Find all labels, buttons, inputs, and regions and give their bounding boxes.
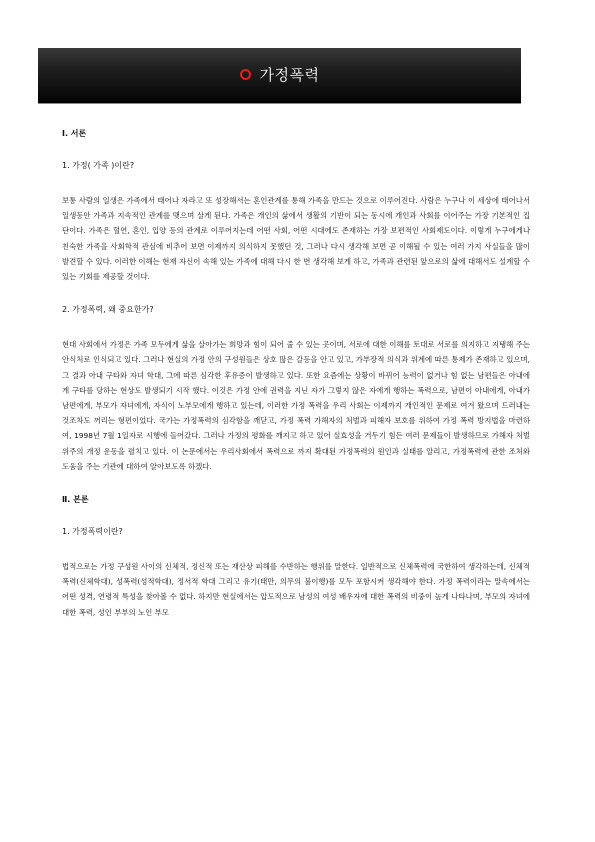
paragraph-why-important: 현대 사회에서 가정은 가족 모두에게 삶을 살아가는 희망과 힘이 되어 줄 수 있는 곳이며, 서로에 대한 이해를 토대로 서로를 의지하고 지탱해 주는 안식처로 인식되고 있다. 그러나 현실의 가정 안의 구성원들은 상호 많은 갈등을 안고 있고, 가부장적 의식과 위계에 따른 통제가 존재하고 있으며, 그 결과 아내 구타와 자녀 학대, 그에 따른 심각한 후유증이 발생하고 있다. 또한 요즘에는 상황이 바뀌어 능력이 없거나 힘 없는 남편들은 아내에게 구타를 당하는 현상도 발생되기 시작 했다. 이것은 가정 안에 권력을 지닌 자가 그렇지 않은 자에게 행하는 폭력으로, 남편이 아내에게, 아내가 남편에게, 부모가 자녀에게, 자식이 노부모에게 행하고 있는데, 이러한 가정 폭력을 우리 사회는 이제까지 개인적인 문제로 여겨 왔으며 드러내는 것조차도 꺼리는 형편이었다. 국가는 가정폭력의 심각함을 깨닫고, 가정 폭력 가해자의 처벌과 피해자 보호를 위하여 가정 폭력 방지법을 마련하여, 1998년 7월 1일자로 시행에 들어갔다. 그러나 가정의 평화를 깨지고 하고 있어 실효성을 거두기 힘든 여러 문제들이 발생하므로 가해자 처벌 위주의 개정 운동을 펼치고 있다. 이 논문에서는 우리사회에서 폭력으로 까지 확대된 가정폭력의 원인과 실태를 알리고, 가정폭력에 관한 조처와 도움을 주는 기관에 대하여 알아보도록 하겠다. (62, 340, 530, 471)
subheading-why-important: 2. 가정폭력, 왜 중요한가? (62, 305, 154, 315)
paragraph-definition: 법적으로는 가정 구성원 사이의 신체적, 정신적 또는 재산상 피해를 수반하는 행위를 말한다. 일반적으로 신체폭력에 국한하여 생각하는데, 신체적 폭력(신체학대), 성폭력(성적학대), 정서적 학대 그리고 유기(태만, 의무의 불이행)를 모두 포함시켜 생각해야 한다. 가정 폭력이라는 말속에서는 어떤 성격, 연령적 특성을 찾아볼 수 없다. 하지만 현실에서는 압도적으로 남성의 여성 배우자에 대한 폭력의 비중이 높게 나타나며, 부모의 자녀에 대한 폭력, 성인 부부의 노인 부모 (62, 562, 530, 617)
paragraph-family: 보통 사람의 일생은 가족에서 태어나 자라고 또 성장해서는 혼인관계를 통해 가족을 만드는 것으로 이루어진다. 사람은 누구나 이 세상에 태어나서 일생동안 가족과 지속적인 관계를 맺으며 살게 된다. 가족은 개인의 삶에서 생활의 기반이 되는 동시에 개인과 사회를 이어주는 가장 기본적인 집단이다. 가족은 혈연, 혼인, 입양 등의 관계로 이루어지는데 어떤 사회, 어떤 시대에도 존재하는 가장 보편적인 사회제도이다. 이렇게 누구에게나 친숙한 가족을 사회학적 관심에 비추어 보면 이제까지 의식하지 못했던 것, 그러나 다시 생각해 보면 곧 이해될 수 있는 여러 가지 사실들을 많이 발견할 수 있다. 이러한 이해는 현재 자신이 속해 있는 가족에 대해 다시 한 번 생각해 보게 하고, 가족과 관련된 앞으로의 삶에 대해서도 설계할 수 있는 기회를 제공할 것이다. (62, 196, 530, 282)
red-circle-icon (240, 69, 251, 80)
title-banner (38, 48, 521, 103)
document-body (62, 128, 530, 620)
subheading-definition: 1. 가정폭력이란? (62, 527, 123, 537)
document-title: 가정폭력 (259, 66, 320, 84)
subheading-family: 1. 가정( 가족 )이란? (62, 161, 135, 170)
section-heading-body: Ⅱ. 본론 (62, 495, 89, 505)
section-heading-intro: Ⅰ. 서론 (62, 129, 87, 138)
